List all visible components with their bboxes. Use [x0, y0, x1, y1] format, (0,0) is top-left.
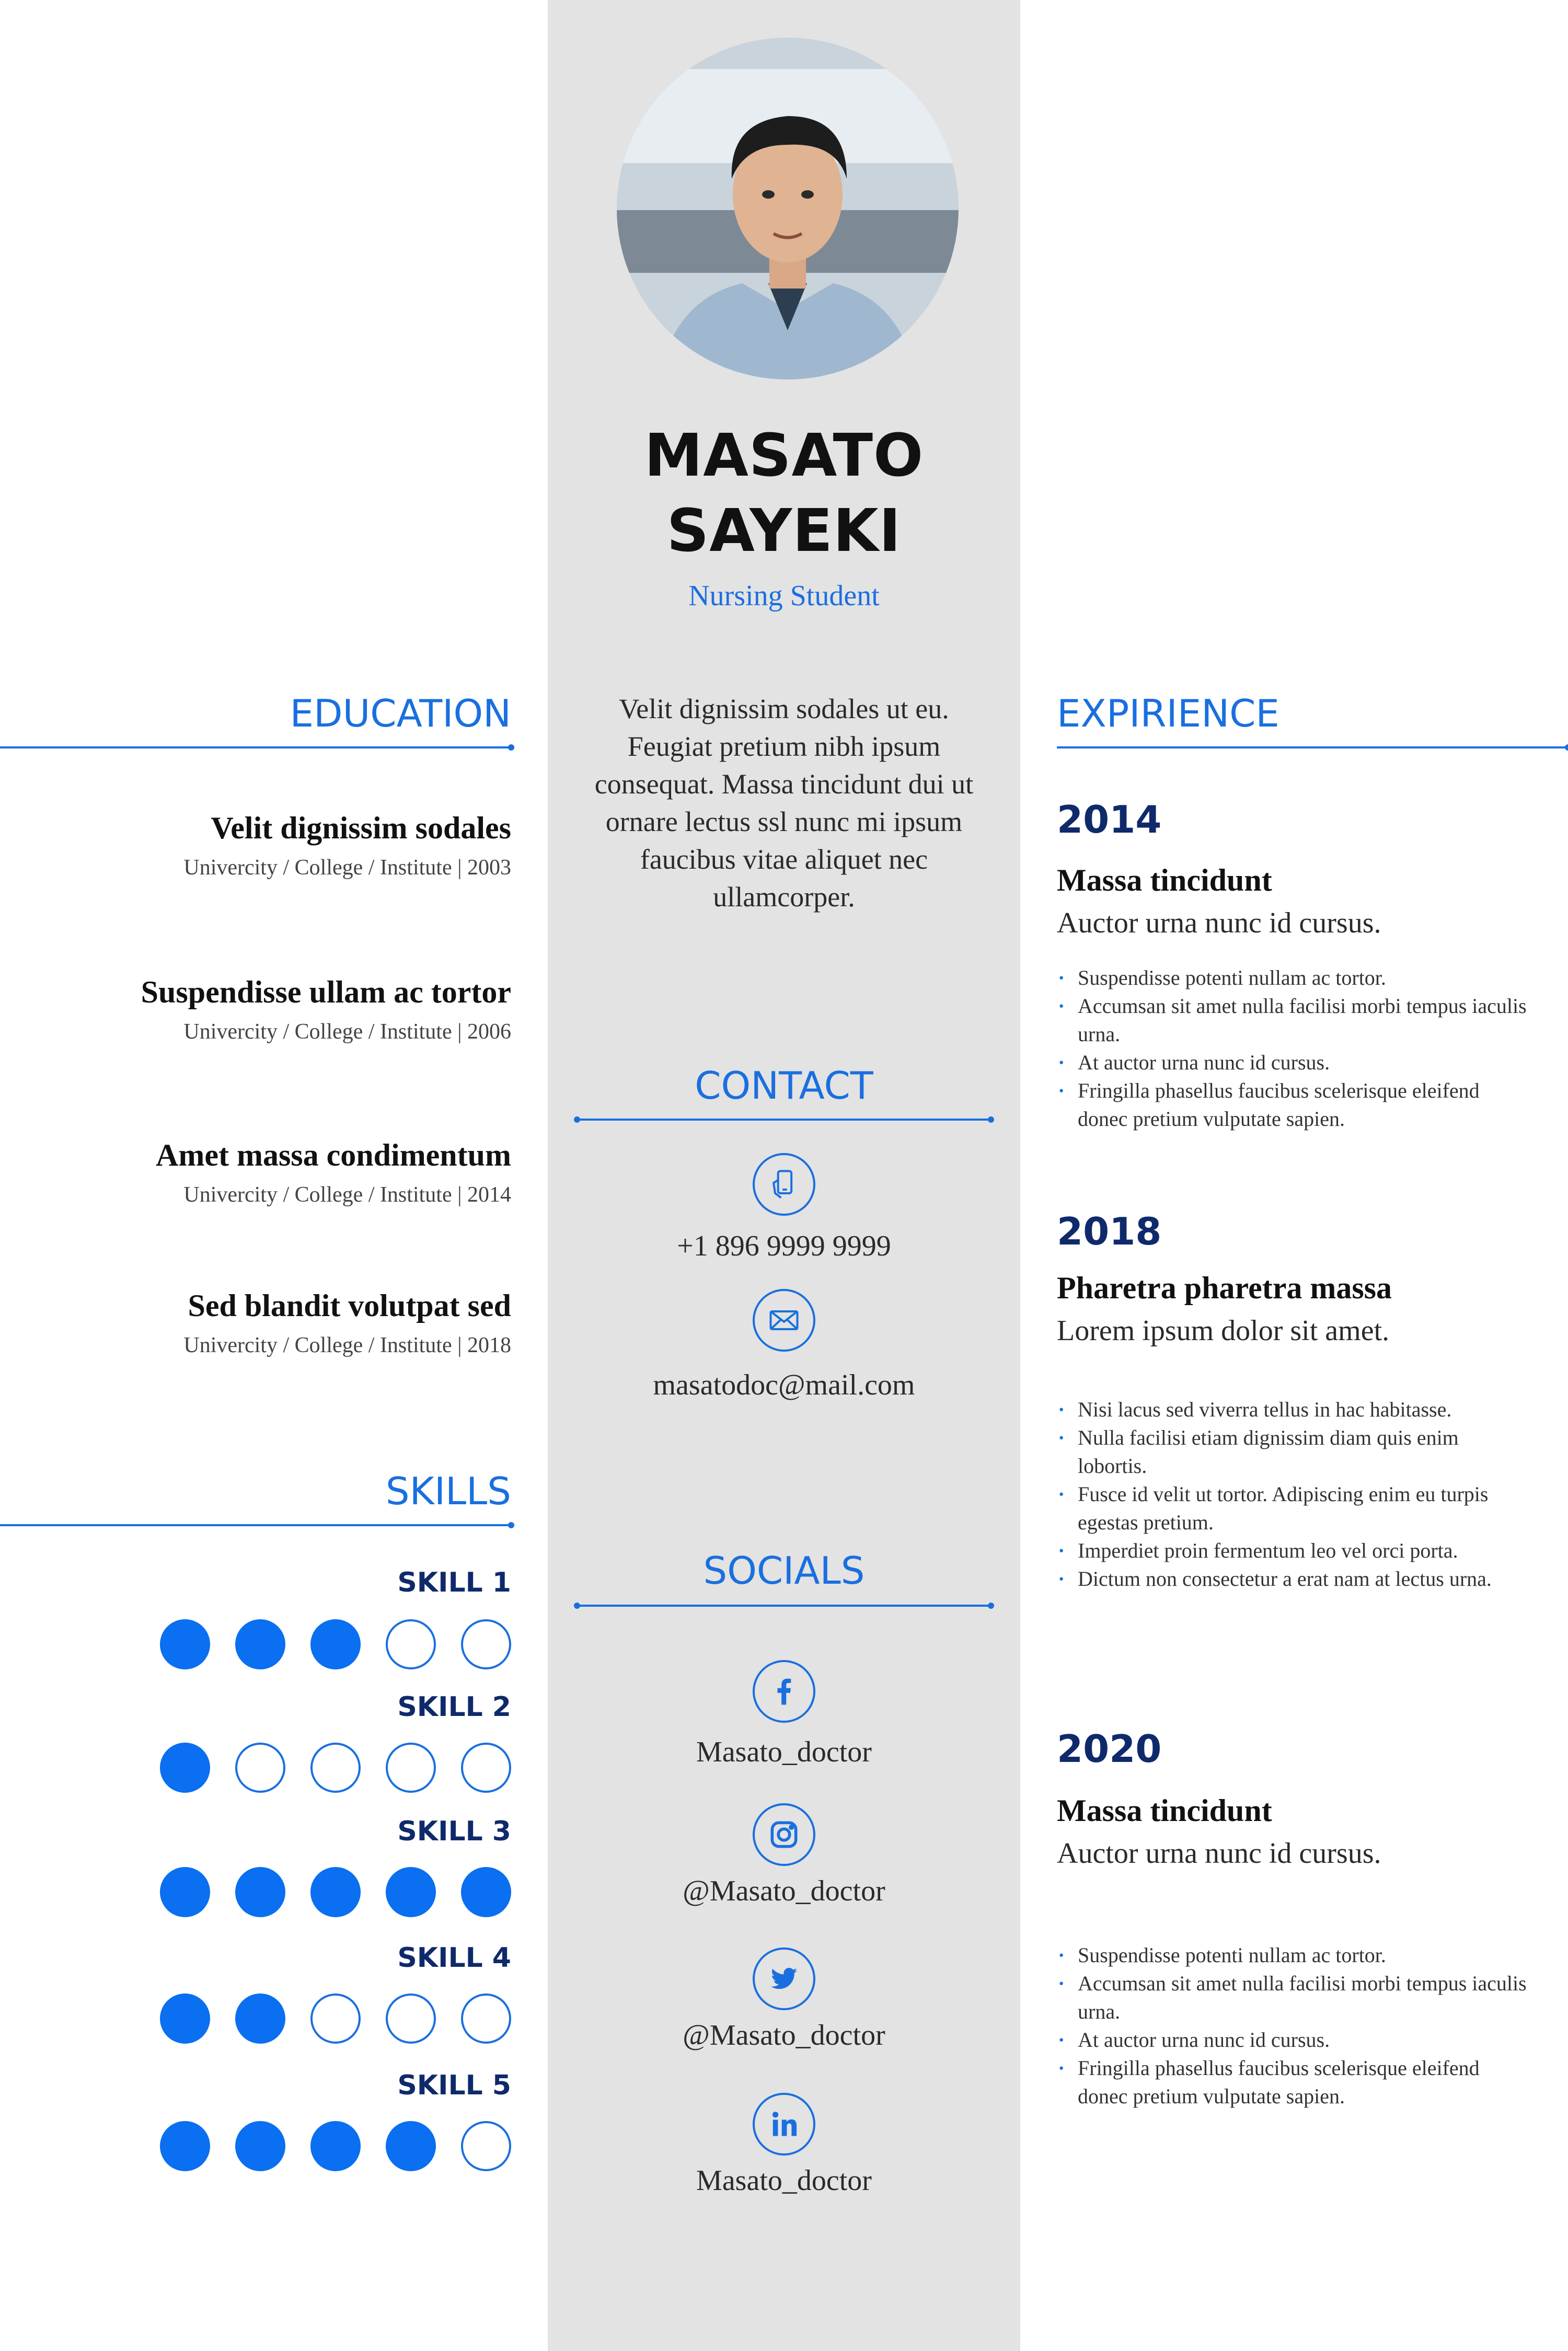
facebook-handle[interactable]: Masato_doctor [696, 1736, 872, 1768]
skills-title: SKILLS [385, 1469, 511, 1513]
skill-dot-filled [160, 1743, 210, 1793]
education-institution: Univercity / College / Institute | 2014 [183, 1183, 511, 1207]
education-institution: Univercity / College / Institute | 2006 [183, 1020, 511, 1044]
skill-dot-empty [310, 1993, 361, 2044]
job-title: Nursing Student [688, 580, 880, 612]
experience-year: 2014 [1057, 798, 1162, 842]
skill-dot-filled [160, 1619, 210, 1669]
skill-dot-filled [461, 1867, 511, 1917]
skill-rating [160, 1619, 511, 1669]
skill-label: SKILL 5 [397, 2070, 511, 2101]
skill-dot-empty [386, 1993, 436, 2044]
experience-summary: Auctor urna nunc id cursus. [1057, 1837, 1381, 1870]
profile-photo [617, 38, 959, 379]
experience-bullets [1057, 1941, 1527, 2111]
skill-dot-filled [235, 1619, 285, 1669]
education-degree: Suspendisse ullam ac tortor [141, 975, 511, 1009]
socials-divider [577, 1605, 991, 1607]
skill-label: SKILL 4 [397, 1942, 511, 1974]
skill-dot-empty [461, 1619, 511, 1669]
bullet-item: · Imperdiet proin fermentum leo vel orci porta. [1057, 1537, 1527, 1565]
bullet-item: · Fringilla phasellus faucibus scelerisque eleifend donec pretium vulputate sapien. [1057, 1077, 1527, 1133]
education-institution: Univercity / College / Institute | 2003 [183, 856, 511, 880]
skill-dot-empty [386, 1743, 436, 1793]
experience-year: 2020 [1057, 1727, 1162, 1771]
bullet-item: · Dictum non consectetur a erat nam at lectus urna. [1057, 1565, 1527, 1593]
bullet-item: · At auctor urna nunc id cursus. [1057, 1048, 1527, 1077]
bullet-item: · Nulla facilisi etiam dignissim diam quis enim lobortis. [1057, 1424, 1527, 1480]
experience-year: 2018 [1057, 1209, 1162, 1253]
experience-bullets [1057, 964, 1527, 1133]
bullet-item: · Nisi lacus sed viverra tellus in hac habitasse. [1057, 1396, 1527, 1424]
linkedin-handle[interactable]: Masato_doctor [696, 2164, 872, 2197]
contact-divider [577, 1119, 991, 1121]
bullet-item: · Suspendisse potenti nullam ac tortor. [1057, 1941, 1527, 1969]
skill-dot-filled [235, 1993, 285, 2044]
experience-bullets [1057, 1396, 1527, 1593]
skill-dot-filled [235, 1867, 285, 1917]
experience-divider [1057, 746, 1568, 748]
bullet-item: · Fringilla phasellus faucibus scelerisque eleifend donec pretium vulputate sapien. [1057, 2054, 1527, 2111]
skill-dot-empty [461, 1993, 511, 2044]
first-name: MASATO [644, 422, 924, 490]
socials-title: SOCIALS [703, 1549, 865, 1593]
profile-photo-illustration [617, 38, 959, 379]
bullet-item: · Accumsan sit amet nulla facilisi morbi tempus iaculis urna. [1057, 1969, 1527, 2026]
experience-role: Massa tincidunt [1057, 863, 1272, 897]
education-degree: Sed blandit volutpat sed [188, 1288, 511, 1323]
education-institution: Univercity / College / Institute | 2018 [183, 1333, 511, 1357]
bullet-item: · Suspendisse potenti nullam ac tortor. [1057, 964, 1527, 992]
education-item [9, 807, 511, 883]
bullet-item: · Fusce id velit ut tortor. Adipiscing enim eu turpis egestas pretium. [1057, 1480, 1527, 1537]
instagram-handle[interactable]: @Masato_doctor [683, 1875, 885, 1907]
twitter-icon[interactable] [753, 1947, 815, 2010]
facebook-icon[interactable] [753, 1660, 815, 1723]
twitter-handle[interactable]: @Masato_doctor [683, 2019, 885, 2052]
experience-summary: Lorem ipsum dolor sit amet. [1057, 1315, 1390, 1347]
skills-divider [0, 1524, 511, 1526]
skill-dot-filled [310, 1619, 361, 1669]
intro-paragraph: Velit dignissim sodales ut eu. Feugiat pretium nibh ipsum consequat. Massa tincidunt dui ut ornare lectus ssl nunc mi ipsum faucibus vitae aliquet nec ullamcorper. [594, 693, 974, 913]
education-degree: Amet massa condimentum [156, 1138, 511, 1172]
skill-dot-empty [310, 1743, 361, 1793]
contact-title: CONTACT [695, 1064, 873, 1108]
skill-dot-filled [160, 2121, 210, 2171]
skill-dot-filled [310, 2121, 361, 2171]
skill-dot-empty [235, 1743, 285, 1793]
skill-dot-filled [160, 1867, 210, 1917]
education-item [9, 1285, 511, 1361]
skill-dot-filled [160, 1993, 210, 2044]
skill-dot-empty [461, 1743, 511, 1793]
education-item [9, 1134, 511, 1211]
education-divider [0, 746, 511, 748]
skill-label: SKILL 2 [397, 1691, 511, 1723]
experience-role: Massa tincidunt [1057, 1793, 1272, 1828]
skill-dot-empty [461, 2121, 511, 2171]
skill-dot-filled [235, 2121, 285, 2171]
skill-rating [160, 2121, 511, 2171]
experience-title: EXPIRIENCE [1057, 692, 1279, 735]
phone-number[interactable]: +1 896 9999 9999 [677, 1230, 891, 1262]
education-item [9, 971, 511, 1047]
linkedin-icon[interactable] [753, 2093, 815, 2156]
bullet-item: · At auctor urna nunc id cursus. [1057, 2026, 1527, 2054]
skill-dot-filled [386, 1867, 436, 1917]
skill-label: SKILL 1 [397, 1567, 511, 1598]
skill-dot-filled [310, 1867, 361, 1917]
education-title: EDUCATION [290, 692, 511, 735]
envelope-icon [753, 1289, 815, 1352]
skill-dot-empty [386, 1619, 436, 1669]
instagram-icon[interactable] [753, 1803, 815, 1866]
education-degree: Velit dignissim sodales [211, 811, 511, 845]
skill-label: SKILL 3 [397, 1816, 511, 1847]
skill-rating [160, 1867, 511, 1917]
bullet-item: · Accumsan sit amet nulla facilisi morbi tempus iaculis urna. [1057, 992, 1527, 1048]
skill-rating [160, 1993, 511, 2044]
experience-summary: Auctor urna nunc id cursus. [1057, 907, 1381, 939]
experience-role: Pharetra pharetra massa [1057, 1271, 1392, 1305]
phone-icon [753, 1153, 815, 1216]
skill-dot-filled [386, 2121, 436, 2171]
skill-rating [160, 1743, 511, 1793]
last-name: SAYEKI [666, 497, 902, 565]
full-name [548, 418, 1020, 569]
email-address[interactable]: masatodoc@mail.com [653, 1369, 915, 1401]
